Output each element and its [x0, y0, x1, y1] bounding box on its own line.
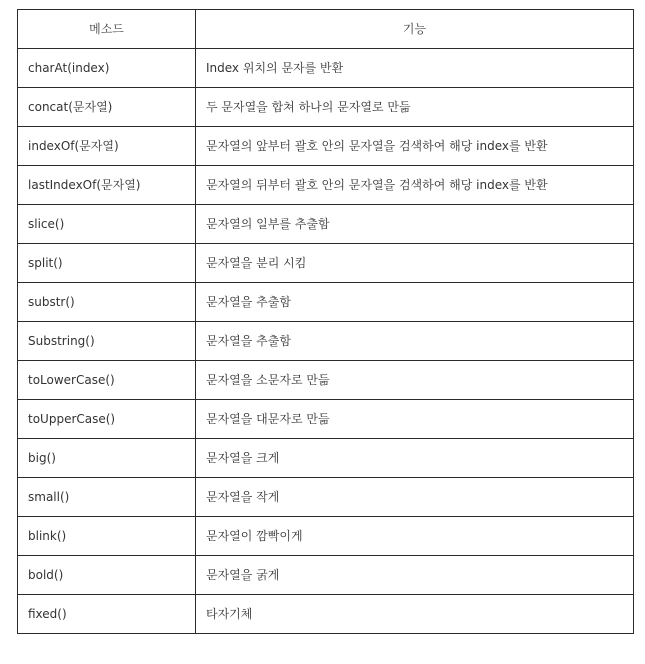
description-cell: 문자열을 추출함	[196, 322, 634, 361]
table-row	[18, 283, 634, 322]
table-row	[18, 166, 634, 205]
header-method: 메소드	[18, 10, 196, 49]
table-row	[18, 322, 634, 361]
description-cell: Index 위치의 문자를 반환	[196, 49, 634, 88]
method-cell: bold()	[18, 556, 196, 595]
method-cell: big()	[18, 439, 196, 478]
table-row	[18, 244, 634, 283]
description-cell: 타자기체	[196, 595, 634, 634]
description-cell: 문자열을 소문자로 만듦	[196, 361, 634, 400]
method-cell: charAt(index)	[18, 49, 196, 88]
method-cell: indexOf(문자열)	[18, 127, 196, 166]
method-cell: fixed()	[18, 595, 196, 634]
description-cell: 문자열을 추출함	[196, 283, 634, 322]
method-cell: substr()	[18, 283, 196, 322]
table-row	[18, 205, 634, 244]
methods-table	[17, 9, 634, 634]
table-row	[18, 517, 634, 556]
table-header-row	[18, 10, 634, 49]
description-cell: 문자열을 굵게	[196, 556, 634, 595]
table-row	[18, 478, 634, 517]
description-cell: 문자열의 일부를 추출함	[196, 205, 634, 244]
description-cell: 두 문자열을 합쳐 하나의 문자열로 만듦	[196, 88, 634, 127]
table-row	[18, 439, 634, 478]
description-cell: 문자열이 깜빡이게	[196, 517, 634, 556]
table-row	[18, 127, 634, 166]
description-cell: 문자열을 크게	[196, 439, 634, 478]
table-row	[18, 88, 634, 127]
method-cell: split()	[18, 244, 196, 283]
method-cell: toUpperCase()	[18, 400, 196, 439]
method-cell: toLowerCase()	[18, 361, 196, 400]
method-cell: slice()	[18, 205, 196, 244]
method-cell: blink()	[18, 517, 196, 556]
method-cell: Substring()	[18, 322, 196, 361]
table-row	[18, 361, 634, 400]
description-cell: 문자열의 뒤부터 괄호 안의 문자열을 검색하여 해당 index를 반환	[196, 166, 634, 205]
table-row	[18, 400, 634, 439]
method-cell: small()	[18, 478, 196, 517]
description-cell: 문자열의 앞부터 괄호 안의 문자열을 검색하여 해당 index를 반환	[196, 127, 634, 166]
description-cell: 문자열을 분리 시킴	[196, 244, 634, 283]
table-row	[18, 556, 634, 595]
method-cell: lastIndexOf(문자열)	[18, 166, 196, 205]
description-cell: 문자열을 대문자로 만듦	[196, 400, 634, 439]
table-row	[18, 595, 634, 634]
method-cell: concat(문자열)	[18, 88, 196, 127]
header-function: 기능	[196, 10, 634, 49]
table-row	[18, 49, 634, 88]
description-cell: 문자열을 작게	[196, 478, 634, 517]
